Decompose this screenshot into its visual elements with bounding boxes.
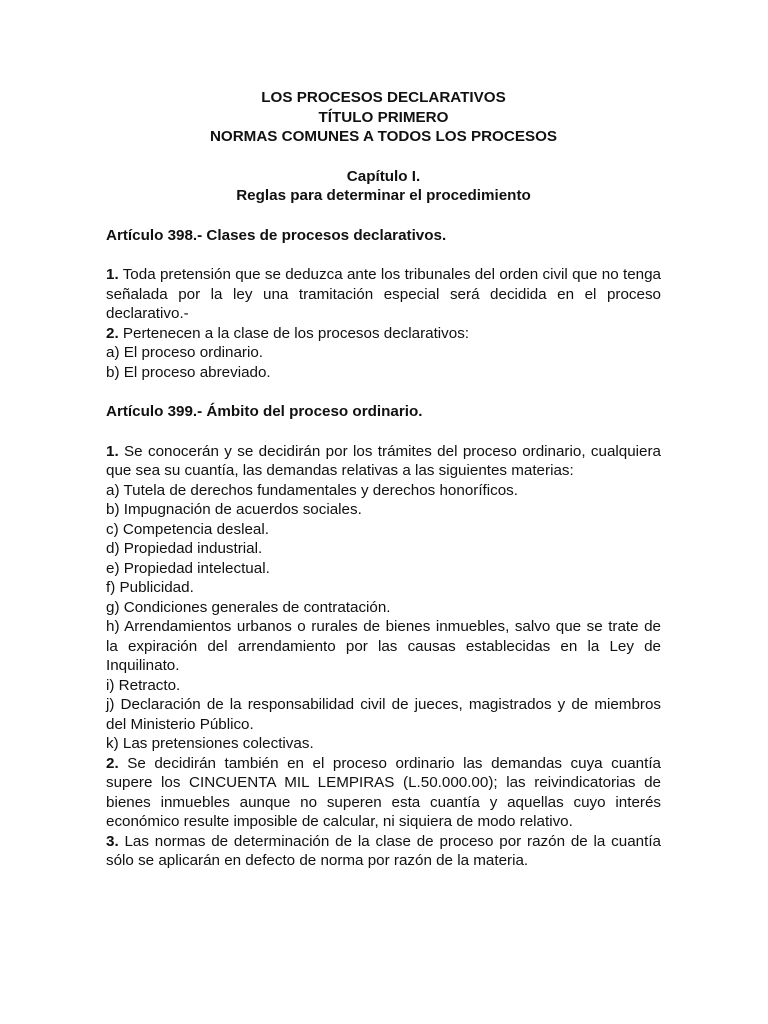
paragraph-text: Pertenecen a la clase de los procesos declarativos: [118,324,470,342]
list-item: f) Publicidad. [106,579,194,596]
list-item: h) Arrendamientos urbanos o rurales de bienes inmuebles, salvo que se trate de la expiración del arrendamiento por las causas establecidas en la Ley de Inquilinato. [106,618,661,674]
article-399-paragraph-2 [106,754,661,832]
document-header [106,88,661,206]
paragraph-number: 1. [106,266,119,283]
list-item: c) Competencia desleal. [106,520,269,538]
list-item: d) Propiedad industrial. [106,540,263,557]
article-399-paragraph-1 [106,442,661,481]
heading-title: LOS PROCESOS DECLARATIVOS [261,89,506,106]
paragraph-number: 2. [106,324,119,342]
paragraph-number: 2. [106,754,119,772]
article-399-paragraph-3 [106,832,661,871]
list-item: k) Las pretensiones colectivas. [106,735,314,752]
list-item: e) Propiedad intelectual. [106,559,270,577]
spacer [106,245,661,265]
chapter-block [106,167,661,206]
chapter-number: Capítulo I. [346,167,421,185]
paragraph-text: Toda pretensión que se deduzca ante los tribunales del orden civil que no tenga señalada por la ley una tramitación especial será decidida en el proceso declarativo.- [106,266,661,322]
article-399-body [106,442,661,871]
article-398-paragraph-1 [106,265,661,324]
list-item: b) El proceso abreviado. [106,363,271,381]
heading-subtitle: TÍTULO PRIMERO [318,108,449,126]
list-item: g) Condiciones generales de contratación. [106,598,391,616]
spacer [106,422,661,442]
article-398-paragraph-2 [106,324,661,344]
paragraph-number: 1. [106,442,119,460]
list-item: i) Retracto. [106,676,181,694]
list-item: a) Tutela de derechos fundamentales y derechos honoríficos. [106,481,518,499]
paragraph-text: Se conocerán y se decidirán por los trámites del proceso ordinario, cualquiera que sea su cuantía, las demandas relativas a las siguientes materias: [106,442,661,479]
paragraph-number: 3. [106,832,119,850]
article-398-body [106,265,661,382]
paragraph-text: Se decidirán también en el proceso ordinario las demandas cuya cuantía supere los CINCUENTA MIL LEMPIRAS (L.50.000.00); las reivindicatorias de bienes inmuebles aunque no superen esta cuantía y aquellas cuyo interés económico resulte imposible de calcular, ni siquiera de modo relativo. [106,754,661,830]
article-399-title: Artículo 399.- Ámbito del proceso ordinario. [106,403,423,420]
list-item: j) Declaración de la responsabilidad civil de jueces, magistrados y de miembros del Ministerio Público. [106,696,661,733]
article-398-title: Artículo 398.- Clases de procesos declarativos. [106,226,447,244]
chapter-title: Reglas para determinar el procedimiento [236,187,531,204]
paragraph-text: Las normas de determinación de la clase de proceso por razón de la cuantía sólo se aplicarán en defecto de norma por razón de la materia. [106,832,661,869]
list-item: b) Impugnación de acuerdos sociales. [106,501,362,518]
list-item: a) El proceso ordinario. [106,344,264,361]
heading-section: NORMAS COMUNES A TODOS LOS PROCESOS [209,128,558,145]
